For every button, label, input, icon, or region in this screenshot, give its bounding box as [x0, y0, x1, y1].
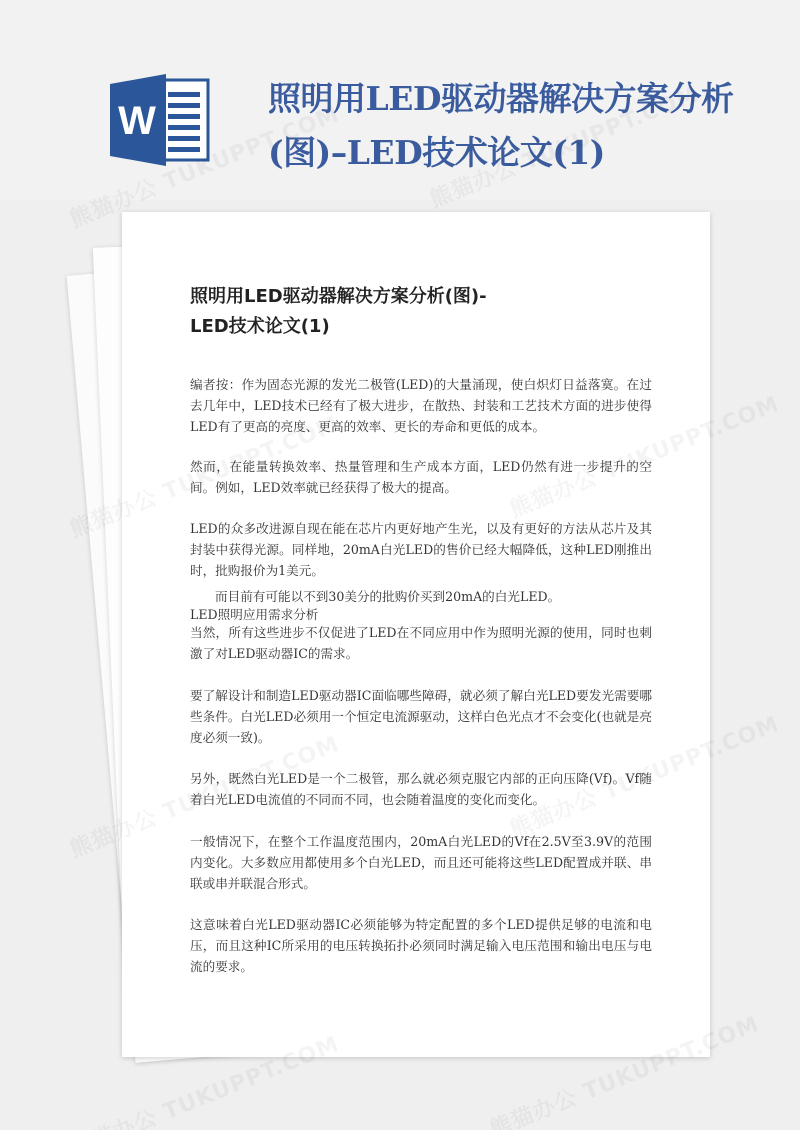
document-title-line-2: LED技术论文(1): [190, 316, 330, 337]
paragraph-forward-voltage: 另外，既然白光LED是一个二极管，那么就必须克服它内部的正向压降(Vf)。Vf随着白光LED电流值的不同而不同，也会随着温度的变化而变化。: [190, 771, 652, 807]
paragraph-configuration: 一般情况下，在整个工作温度范围内，20mA白光LED的Vf在2.5V至3.9V的范围内变化。大多数应用都使用多个白光LED，而且还可能将这些LED配置成并联、串联或串并联混合形式。: [190, 834, 652, 891]
logo-letter: W: [118, 99, 156, 143]
paragraph-driver-ic: 这意味着白光LED驱动器IC必须能够为特定配置的多个LED提供足够的电流和电压，而且这种IC所采用的电压转换拓扑必须同时满足输入电压范围和输出电压与电流的要求。: [190, 917, 652, 974]
paragraph-efficiency: 然而，在能量转换效率、热量管理和生产成本方面，LED仍然有进一步提升的空间。例如，LED效率就已经获得了极大的提高。: [190, 459, 652, 495]
document-title-line-1: 照明用LED驱动器解决方案分析(图)-: [190, 286, 487, 307]
paragraph-price: 而目前有可能以不到30美分的批购价买到20mA的白光LED。: [215, 589, 561, 604]
paragraph-demand: 当然，所有这些进步不仅促进了LED在不同应用中作为照明光源的使用，同时也刺激了对LED驱动器IC的需求。: [190, 625, 652, 661]
paragraph-editor-note: 编者按：作为固态光源的发光二极管(LED)的大量涌现，使白炽灯日益落寞。在过去几年中，LED技术已经有了极大进步，在散热、封装和工艺技术方面的进步使得LED有了更高的亮度、更高的效率、更长的寿命和更低的成本。: [190, 377, 652, 434]
document-title: [190, 282, 590, 342]
paragraph-improvements: LED的众多改进源自现在能在芯片内更好地产生光，以及有更好的方法从芯片及其封装中获得光源。同样地，20mA白光LED的售价已经大幅降低，这种LED刚推出时，批购报价为1美元。: [190, 521, 652, 578]
section-heading: LED照明应用需求分析: [190, 607, 319, 622]
paragraph-requirements: 要了解设计和制造LED驱动器IC面临哪些障碍，就必须了解白光LED要发光需要哪些条件。白光LED必须用一个恒定电流源驱动，这样白色光点才不会变化(也就是亮度必须一致)。: [190, 688, 652, 745]
header-title: 照明用LED驱动器解决方案分析(图)–LED技术论文(1): [268, 79, 734, 172]
